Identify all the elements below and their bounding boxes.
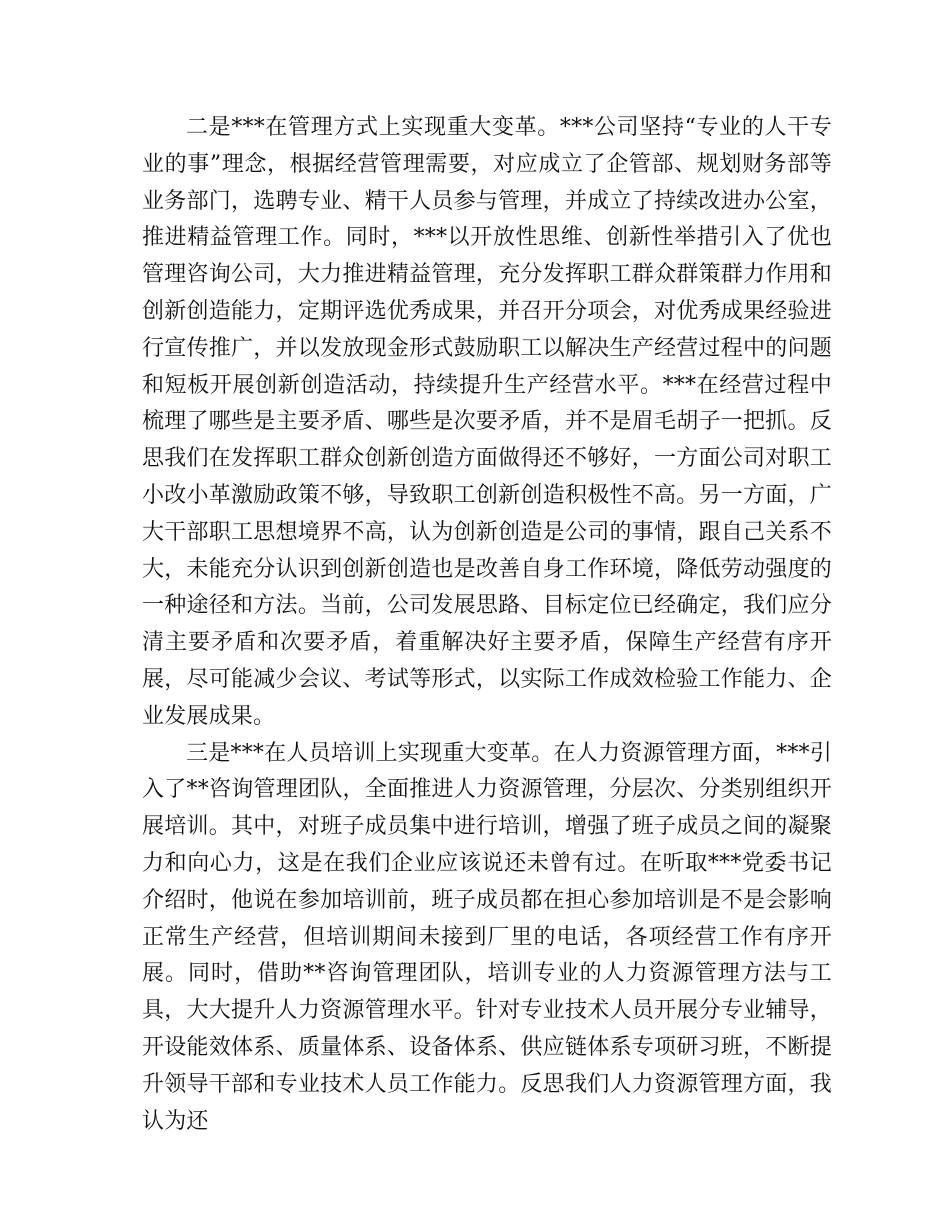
paragraph-management-reform: 二是***在管理方式上实现重大变革。***公司坚持“专业的人干专业的事”理念，根据经营管理需要，对应成立了企管部、规划财务部等业务部门，选聘专业、精干人员参与管理，并成立了持续改进办公室，推进精益管理工作。同时，***以开放性思维、创新性举措引入了优也管理咨询公司，大力推进精益管理，充分发挥职工群众群策群力作用和创新创造能力，定期评选优秀成果，并召开分项会，对优秀成果经验进行宣传推广，并以发放现金形式鼓励职工以解决生产经营过程中的问题和短板开展创新创造活动，持续提升生产经营水平。***在经营过程中梳理了哪些是主要矛盾、哪些是次要矛盾，并不是眉毛胡子一把抓。反思我们在发挥职工群众创新创造方面做得还不够好，一方面公司对职工小改小革激励政策不够，导致职工创新创造积极性不高。另一方面，广大干部职工思想境界不高，认为创新创造是公司的事情，跟自己关系不大，未能充分认识到创新创造也是改善自身工作环境，降低劳动强度的一种途径和方法。当前，公司发展思路、目标定位已经确定，我们应分清主要矛盾和次要矛盾，着重解决好主要矛盾，保障生产经营有序开展，尽可能减少会议、考试等形式，以实际工作成效检验工作能力、企业发展成果。 (142, 115, 832, 729)
paragraph-training-reform: 三是***在人员培训上实现重大变革。在人力资源管理方面，***引入了**咨询管理团队，全面推进人力资源管理，分层次、分类别组织开展培训。其中，对班子成员集中进行培训，增强了班子成员之间的凝聚力和向心力，这是在我们企业应该说还未曾有过。在听取***党委书记介绍时，他说在参加培训前，班子成员都在担心参加培训是不是会影响正常生产经营，但培训期间未接到厂里的电话，各项经营工作有序开展。同时，借助**咨询管理团队，培训专业的人力资源管理方法与工具，大大提升人力资源管理水平。针对专业技术人员开展分专业辅导，开设能效体系、质量体系、设备体系、供应链体系专项研习班，不断提升领导干部和专业技术人员工作能力。反思我们人力资源管理方面，我认为还 (142, 740, 832, 1134)
document-page (142, 110, 832, 1140)
